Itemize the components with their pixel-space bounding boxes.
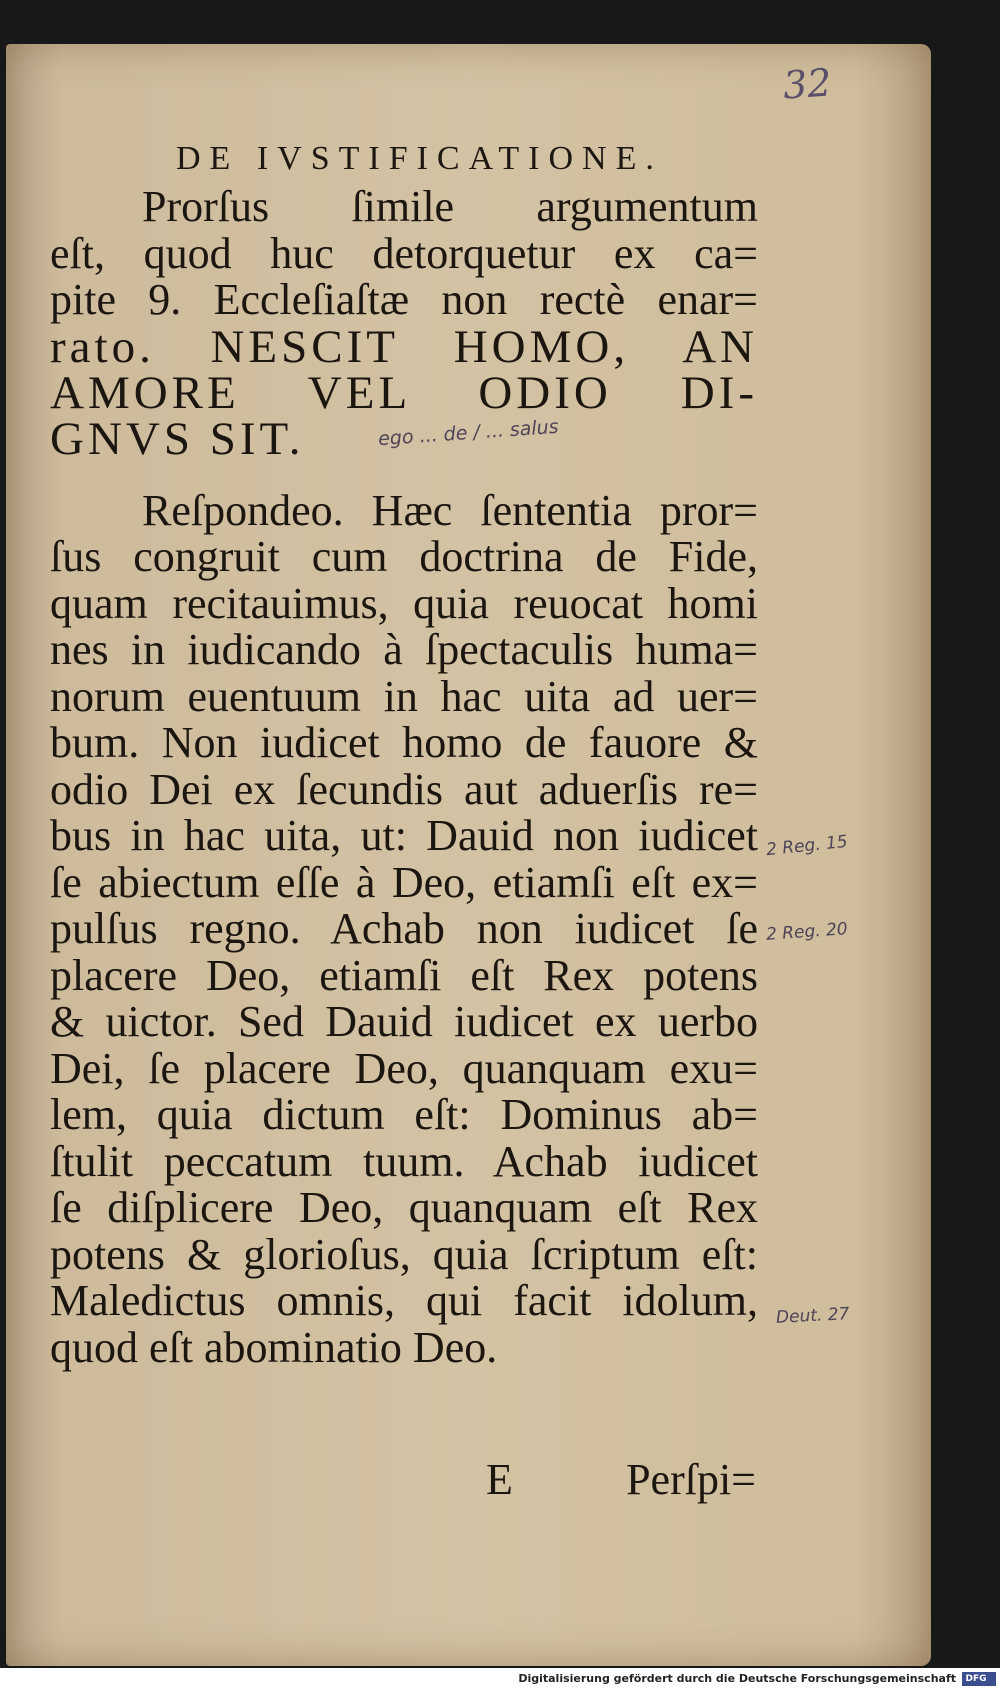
text-line: quam recitauimus, quia reuocat homi bbox=[50, 578, 758, 628]
text-line: GNVS SIT. bbox=[50, 412, 305, 465]
text-line: ſe diſplicere Deo, quanquam eſt Rex bbox=[50, 1183, 758, 1232]
book-page bbox=[6, 44, 931, 1666]
paragraph-gap bbox=[50, 462, 758, 488]
text-line: potens & glorioſus, quia ſcriptum eſt: bbox=[50, 1229, 758, 1279]
dfg-logo-icon: DFG bbox=[962, 1672, 996, 1686]
text-line: AMORE VEL ODIO DI- bbox=[50, 366, 758, 419]
marginal-note: Deut. 27 bbox=[775, 1304, 850, 1328]
text-line: norum euentuum in hac uita ad uer= bbox=[50, 671, 758, 721]
text-line: quod eſt abominatio Deo. bbox=[50, 1322, 498, 1372]
text-line: pite 9. Eccleſiaſtæ non rectè enar= bbox=[50, 275, 758, 324]
folio-number: 32 bbox=[781, 60, 833, 108]
marginal-note: 2 Reg. 15 bbox=[765, 831, 849, 861]
text-line: bus in hac uita, ut: Dauid non iudicet bbox=[50, 811, 758, 860]
catchword: Perſpi= bbox=[626, 1455, 756, 1504]
text-line: ſtulit peccatum tuum. Achab iudicet bbox=[50, 1136, 758, 1186]
text-line: & uictor. Sed Dauid iudicet ex uerbo bbox=[50, 997, 758, 1046]
text-line: eſt, quod huc detorquetur ex ca= bbox=[50, 228, 758, 278]
text-line: placere Deo, etiamſi eſt Rex potens bbox=[50, 950, 758, 1000]
marginal-note: 2 Reg. 20 bbox=[765, 919, 849, 945]
text-line: ſe abiectum eſſe à Deo, etiamſi eſt ex= bbox=[50, 857, 758, 907]
text-line: nes in iudicando à ſpectaculis huma= bbox=[50, 625, 758, 674]
text-line: Prorſus ſimile argumentum bbox=[142, 182, 758, 231]
running-head: DE IVSTIFICATIONE. bbox=[176, 140, 663, 177]
text-line: lem, quia dictum eſt: Dominus ab= bbox=[50, 1090, 758, 1139]
text-line: odio Dei ex ſecundis aut aduerſis re= bbox=[50, 764, 758, 814]
text-line: Dei, ſe placere Deo, quanquam exu= bbox=[50, 1043, 758, 1093]
text-line: Reſpondeo. Hæc ſententia pror= bbox=[142, 485, 758, 535]
text-line: bum. Non iudicet homo de fauore & bbox=[50, 718, 758, 767]
text-line: pulſus regno. Achab non iudicet ſe bbox=[50, 904, 758, 953]
main-text bbox=[50, 184, 758, 1371]
signature-mark: E bbox=[486, 1455, 513, 1504]
marginal-note: ego ... de / ... salus bbox=[377, 415, 560, 451]
text-line: Maledictus omnis, qui facit idolum, bbox=[50, 1276, 758, 1325]
text-line: ſus congruit cum doctrina de Fide, bbox=[50, 532, 758, 581]
footer-text: Digitalisierung gefördert durch die Deutsche Forschungsgemeinschaft bbox=[518, 1672, 956, 1685]
catchwords bbox=[486, 1454, 756, 1505]
digitization-footer bbox=[0, 1668, 1000, 1690]
text-line: rato. NESCIT HOMO, AN bbox=[50, 320, 758, 373]
